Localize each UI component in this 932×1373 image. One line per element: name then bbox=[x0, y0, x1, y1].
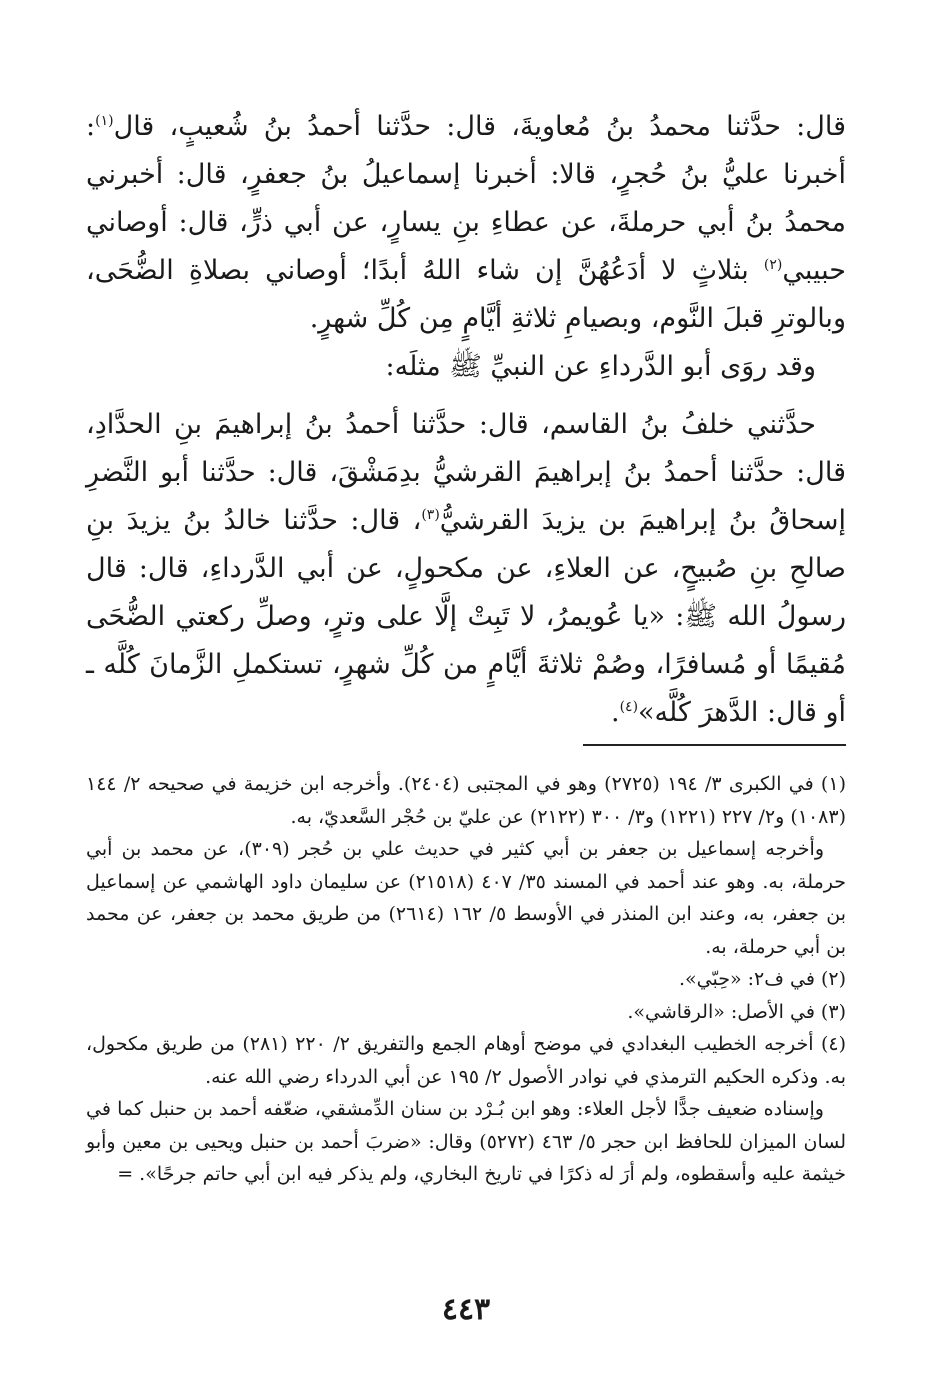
footnote-ref-4[interactable]: (٤) bbox=[619, 699, 639, 715]
footnote-3: (٣) في الأصل: «الرقاشي». bbox=[627, 1000, 846, 1023]
main-text bbox=[86, 103, 846, 737]
footnote-ref-1[interactable]: (١) bbox=[95, 113, 114, 129]
footnote-1: (١) في الكبرى ٣/ ١٩٤ (٢٧٢٥) وهو في المجتبى (٢٤٠٤). وأخرجه ابن خزيمة في صحيحه ٢/ ١٤٤ (١٠٨٣) و٢/ ٢٢٧ (١٢٢١) و٣/ ٣٠٠ (٢١٢٢) عن عليّ بن حُجْر السَّعديّ، به. bbox=[86, 773, 846, 828]
footnote-ref-3[interactable]: (٣) bbox=[421, 507, 440, 523]
footnote-1-continued: وأخرجه إسماعيل بن جعفر بن أبي كثير في حديث علي بن حُجر (٣٠٩)، عن محمد بن أبي حرملة، به. وهو عند أحمد في المسند ٣٥/ ٤٠٧ (٢١٥١٨) عن سليمان داود الهاشمي عن إسماعيل بن جعفر، به، وعند ابن المنذر في الأوسط ٥/ ١٦٢ (٢٦١٤) من طريق محمد بن جعفر، عن محمد بن أبي حرملة، به. bbox=[86, 838, 847, 958]
footnotes-section bbox=[86, 768, 846, 1191]
footnote-4: (٤) أخرجه الخطيب البغدادي في موضح أوهام الجمع والتفريق ٢/ ٢٢٠ (٢٨١) من طريق مكحول، به. وذكره الحكيم الترمذي في نوادر الأصول ٢/ ١٩٥ عن أبي الدرداء رضي الله عنه. bbox=[86, 1033, 846, 1088]
footnote-4-continued: وإسناده ضعيف جدًّا لأجل العلاء: وهو ابن بُـرْد بن سنان الدِّمشقي، ضعّفه أحمد بن حنبل كما في لسان الميزان للحافظ ابن حجر ٥/ ٤٦٣ (٥٢٧٢) وقال: «ضربَ أحمد بن حنبل ويحيى بن معين وأبو خيثمة عليه وأسقطوه، ولم أرَ له ذكرًا في تاريخ البخاري، ولم يذكر فيه ابن أبي حاتم جرحًا». = bbox=[86, 1098, 846, 1185]
page-number: ٤٤٣ bbox=[441, 1292, 491, 1327]
footnote-divider bbox=[583, 744, 846, 746]
footnote-2: (٢) في ف٢: «حِبّي». bbox=[678, 968, 846, 990]
transition-paragraph: وقد روَى أبو الدَّرداءِ عن النبيِّ ﷺ مثلَه: bbox=[385, 351, 816, 382]
hadith-paragraph-2: حدَّثني خلفُ بنُ القاسم، قال: حدَّثنا أحمدُ بنُ إبراهيمَ بنِ الحدَّادِ، قال: حدَّثنا أحمدُ بنُ إبراهيمَ القرشيُّ بدِمَشْقَ، قال: حدَّثنا أبو النَّضرِ إسحاقُ بنُ إبراهيمَ بن يزيدَ القرشيُّ$^{(٣)}$، قال: حدَّثنا خالدُ بنُ يزيدَ بنِ صالحِ بنِ صُبيحٍ، عن العلاءِ، عن مكحولٍ، عن أبي الدَّرداءِ، قال: قال رسولُ الله ﷺ: «يا عُويمرُ، لا تَبِتْ إلَّا على وترٍ، وصلِّ ركعتي الضُّحَى مُقيمًا أو مُسافرًا، وصُمْ ثلاثةَ أيَّامٍ من كُلِّ شهرٍ، تستكملِ الزَّمانَ كُلَّه ـ أو قال: الدَّهرَ كُلَّه»$^{(٤)}$. bbox=[86, 409, 846, 728]
footnote-ref-2[interactable]: (٢) bbox=[763, 257, 783, 273]
hadith-paragraph-1: قال: حدَّثنا محمدُ بنُ مُعاويةَ، قال: حدَّثنا أحمدُ بنُ شُعيبٍ، قال$^{(١)}$: أخبرنا عليُّ بنُ حُجرٍ، قالا: أخبرنا إسماعيلُ بنُ جعفرٍ، قال: أخبرني محمدُ بنُ أبي حرملةَ، عن عطاءِ بنِ يسارٍ، عن أبي ذرٍّ، قال: أوصاني حبيبي$^{(٢)}$ بثلاثٍ لا أدَعُهُنَّ إن شاء اللهُ أبدًا؛ أوصاني بصلاةِ الضُّحَى، وبالوترِ قبلَ النَّوم، وبصيامِ ثلاثةِ أيَّامٍ مِن كُلِّ شهرٍ. bbox=[86, 111, 846, 334]
